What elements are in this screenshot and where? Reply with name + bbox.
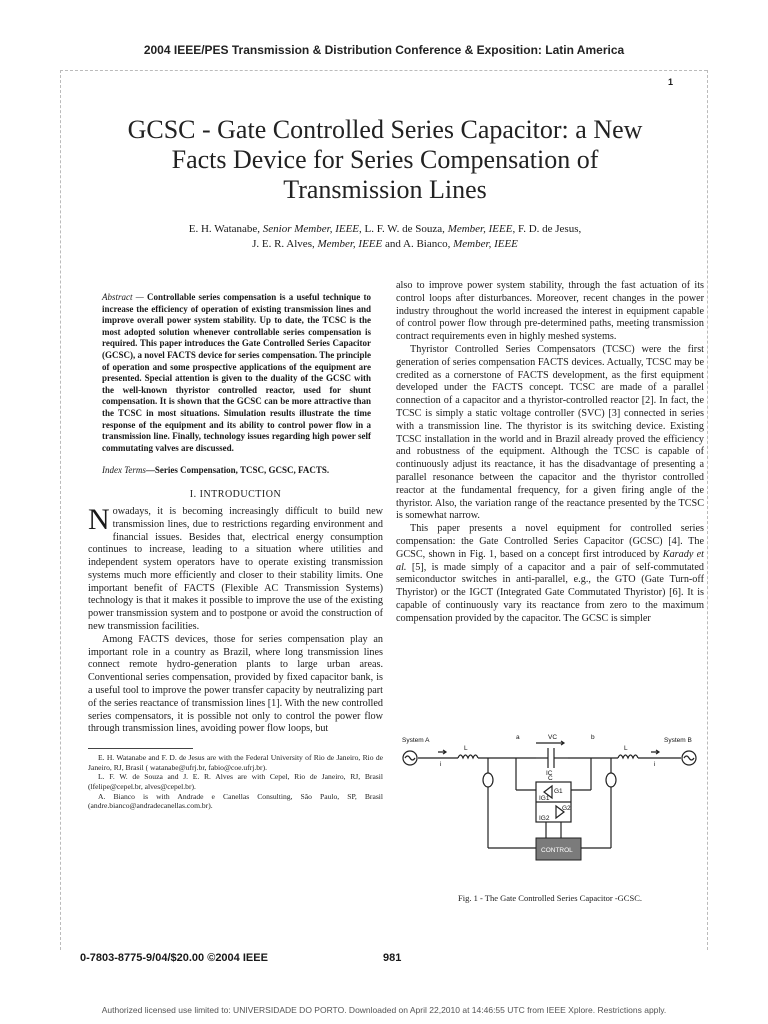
index-terms [88, 464, 383, 477]
page-corner-number: 1 [668, 77, 674, 87]
ig2-label: IG2 [539, 815, 550, 822]
abstract [88, 292, 383, 454]
page-border-left [60, 70, 61, 950]
inductor-left-label: L [464, 745, 468, 752]
index-terms-text: —Series Compensation, TCSC, GCSC, FACTS. [145, 465, 330, 476]
figure-caption: Fig. 1 - The Gate Controlled Series Capacitor -GCSC. [458, 893, 642, 903]
footnote-divider [88, 748, 193, 749]
left-column [88, 292, 383, 811]
authorization-notice: Authorized licensed use limited to: UNIVERSIDADE DO PORTO. Downloaded on April 22,2010 at 14:46:55 UTC from IEEE Xplore. Restrictions apply. [101, 1005, 667, 1015]
current-sensor-icon [606, 773, 616, 787]
gcsc-circuit-diagram [396, 730, 704, 878]
right-paragraph-3-text-b: [5], is made simply of a capacitor and a pair of self-commutated semiconductor switches in anti-parallel, e.g., the GTO (Gate Turn-off Thyristor) or the IGCT (Integrated Gate Commutated Thyristor) [6]. It is capable of continuously vary its reactance from zero to the maximum compensation provided by the capacitor. The GCSC is simpler [396, 561, 704, 624]
paper-title: GCSC - Gate Controlled Series Capacitor: a New Facts Device for Series Compensation of Transmission Lines [127, 115, 643, 204]
current-left-label: i [440, 761, 442, 768]
system-a-label: System A [402, 737, 430, 744]
current-right-label: i [654, 761, 656, 768]
author-list [100, 222, 670, 252]
g1-label: G1 [554, 788, 563, 795]
right-paragraph-2: Thyristor Controlled Series Compensators (TCSC) were the first generation of series compensation FACTS devices. Actually, TCSC may be credited as a cornerstone of FACTS development, as the first equipment developed under the FACTS concept. TCSC are made of a parallel connection of a capacitor and a thyristor-controlled reactor [2]. In fact, the TCSC is simply a static voltage controller (SVC) [3] connected in series with a transmission line. The thyristor is its switching device. Existing TCSC installation in the world and in Brazil already proved the efficiency and robustness of the equipment. Although the TCSC is capable of continuously adjust its reactance, it has the disadvantage of presenting a parallel resonance between the capacitor and the thyristor controlled reactor at the fundamental frequency, for a given firing angle of the thyristor. Also, the variation range of the reactance presented by the TCSC is somewhat narrow. [396, 343, 704, 522]
voltage-arrow-icon [536, 741, 564, 745]
ic-label: IC [546, 770, 553, 777]
inductor-left-icon [458, 755, 478, 758]
conference-header: 2004 IEEE/PES Transmission & Distribution Conference & Exposition: Latin America [143, 43, 625, 57]
right-column [396, 280, 704, 626]
citation-author: Karady et al. [396, 548, 704, 573]
current-sensor-icon [483, 773, 493, 787]
right-paragraph-1: also to improve power system stability, through the fast actuation of its control loops after disturbances. Moreover, recent changes in the power industry throughout the world increased the interest in equipment capable of control power flow through pre-determined paths, meeting transmission contract requirements even in highly meshed systems. [396, 280, 704, 343]
current-arrow-icon [438, 750, 446, 754]
sine-icon [405, 756, 415, 760]
vc-label: VC [548, 734, 558, 741]
author-role: Member, IEEE [317, 238, 383, 250]
footnotes [88, 753, 383, 811]
intro-paragraph-1 [88, 502, 383, 634]
author-name: J. E. R. Alves, [252, 238, 318, 250]
inductor-right-icon [618, 755, 638, 758]
intro-paragraph-2: Among FACTS devices, those for series compensation play an important role in a country as Brazil, where long transmission lines connect remote hydro-generation plants to large urban areas. Conventional series compensation, provided by fixed capacitor bank, is a useful tool to improve the power transfer capacity by neutralizing part of the series reactance of transmission lines [1]. With the new controlled series compensators, it is possible not only to control the power flow through transmission lines, avoiding power flow loops, but [88, 633, 383, 735]
footer-page-number: 981 [383, 952, 402, 964]
ig1-label: IG1 [539, 795, 550, 802]
drop-cap: N [88, 502, 110, 536]
section-heading-introduction: I. INTRODUCTION [189, 489, 282, 501]
page-border-right [707, 70, 708, 950]
author-name: and A. Bianco, [382, 238, 454, 250]
intro-paragraph-1-text: owadays, it is becoming increasingly difficult to build new transmission lines, due to restrictions regarding environment and financial issues. Besides that, electrical energy consumption continues to increase, leading to a situation where utilities and independent system operators have to operate existing transmission systems much more efficiently and closer to their stability limits. One important benefit of FACTS (Flexible AC Transmission Systems) technology is that it makes it possible to improve the use of the existing power transmission system and to postpone or avoid the construction of new transmission facilities. [88, 505, 383, 633]
node-a-label: a [516, 734, 520, 741]
page-border-top [60, 70, 707, 71]
author-role: Senior Member, IEEE [262, 223, 360, 235]
footnote: E. H. Watanabe and F. D. de Jesus are with the Federal University of Rio de Janeiro, Rio de Janeiro, RJ, Brasil ( watanabe@ufrj.br, fabio@coe.ufrj.br). [88, 753, 383, 772]
current-arrow-icon [651, 750, 659, 754]
node-b-label: b [591, 734, 595, 741]
right-paragraph-3-text-a: This paper presents a novel equipment for controlled series compensation: the Gate Controlled Series Capacitor (GCSC) [4]. The GCSC, shown in Fig. 1, based on a concept first introduced by [396, 523, 704, 560]
author-name: E. H. Watanabe, [188, 223, 263, 235]
author-name: , F. D. de Jesus, [512, 223, 582, 235]
footnote: L. F. W. de Souza and J. E. R. Alves are with Cepel, Rio de Janeiro, RJ, Brasil (lfelipe@cepel.br, alves@cepel.br). [88, 772, 383, 792]
control-label: CONTROL [541, 847, 573, 854]
capacitor-label: C [548, 775, 553, 782]
abstract-label: Abstract — [102, 292, 144, 302]
system-b-label: System B [664, 737, 692, 744]
author-role: Member, IEEE [447, 223, 513, 235]
index-terms-label: Index Terms [102, 465, 146, 476]
author-name: , L. F. W. de Souza, [359, 223, 448, 235]
sine-icon [684, 756, 694, 760]
author-role: Member, IEEE [453, 238, 518, 250]
footer-isbn: 0-7803-8775-9/04/$20.00 ©2004 IEEE [80, 952, 268, 964]
inductor-right-label: L [624, 745, 628, 752]
footnote: A. Bianco is with Andrade e Canellas Consulting, São Paulo, SP, Brasil (andre.bianco@andradecanellas.com.br). [88, 791, 383, 811]
abstract-text: Controllable series compensation is a useful technique to increase the efficiency of operation of existing transmission lines and improve overall power system stability. Up to date, the TCSC is the most adopted solution whenever controllable series compensation is required. This paper introduces the Gate Controlled Series Capacitor (GCSC), a novel FACTS device for series compensation. The principle of operation and some prospective applications of the equipment are presented. Special attention is given to the duality of the GCSC with the well-known thyristor controlled reactor, used for shunt compensation. It is shown that the GCSC can be more attractive than the TCSC in most situations. Simulation results illustrate the time response of the equipment and its ability to control power flow in a transmission line. Finally, technology issues regarding high power self commutating valves are discussed. [102, 292, 371, 453]
g2-label: G2 [562, 805, 571, 812]
right-paragraph-3 [396, 523, 704, 625]
